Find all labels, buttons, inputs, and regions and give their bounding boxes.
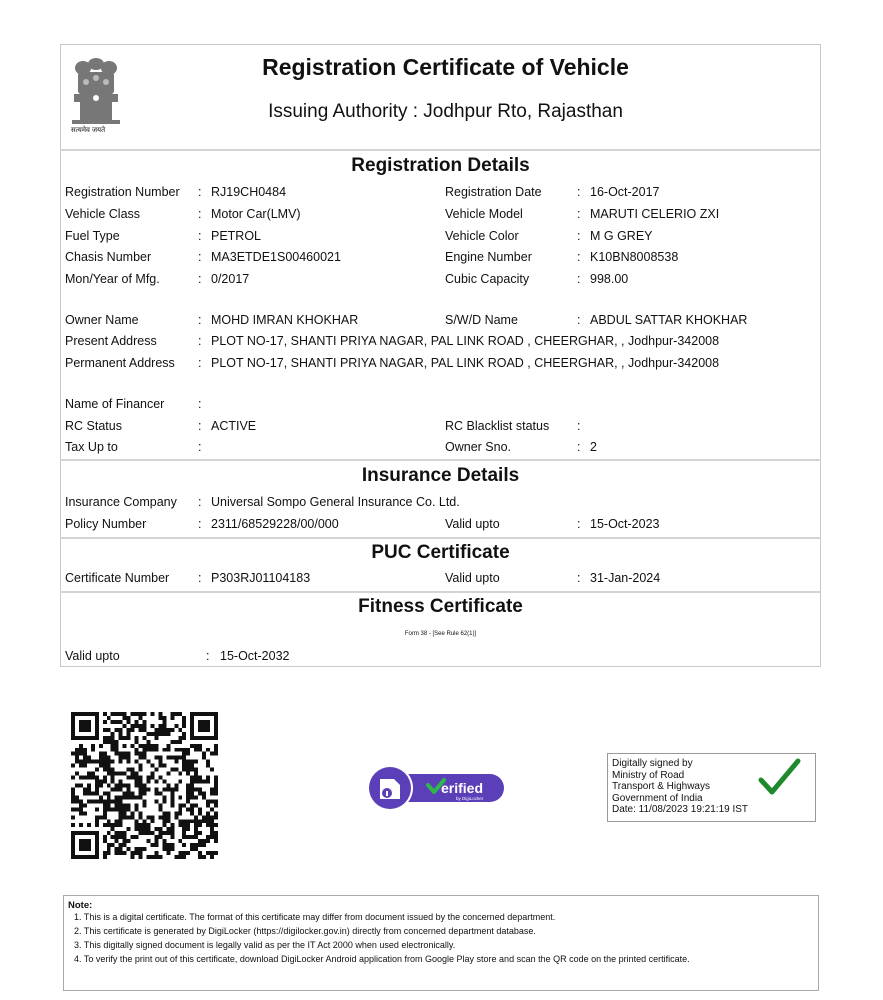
value-registration-number: RJ19CH0484 (211, 185, 287, 199)
form-reference: Form 38 - [See Rule 62(1)] (404, 631, 477, 637)
label-insurance-company: Insurance Company (65, 495, 177, 509)
section-title-insurance: Insurance Details (361, 465, 520, 486)
colon: : (198, 419, 202, 433)
label-rc-status: RC Status (65, 419, 122, 433)
checkmark-icon (757, 758, 801, 796)
label-vehicle-class: Vehicle Class (65, 207, 141, 221)
value-owner-sno: 2 (590, 440, 597, 454)
colon: : (198, 571, 202, 585)
label-tax-up-to: Tax Up to (65, 440, 118, 454)
label-cubic-capacity: Cubic Capacity (445, 272, 530, 286)
divider (60, 459, 821, 461)
verified-subtext: by DigiLocker (456, 796, 484, 801)
colon: : (198, 397, 202, 411)
value-engine-number: K10BN8008538 (590, 250, 679, 264)
value-vehicle-class: Motor Car(LMV) (211, 207, 301, 221)
verified-text: erified (441, 780, 484, 796)
value-insurance-company: Universal Sompo General Insurance Co. Ltd. (211, 495, 460, 509)
value-insurance-valid: 15-Oct-2023 (590, 517, 660, 531)
note-item: 1. This is a digital certificate. The format of this certificate may differ from document issued by the concerned department. (74, 912, 556, 922)
label-fuel-type: Fuel Type (65, 229, 120, 243)
label-registration-date: Registration Date (445, 185, 542, 199)
qr-code (70, 712, 219, 859)
colon: : (198, 440, 202, 454)
label-vehicle-model: Vehicle Model (445, 207, 523, 221)
colon: : (198, 495, 202, 509)
colon: : (577, 250, 581, 264)
label-registration-number: Registration Number (65, 185, 180, 199)
signature-line: Ministry of Road (612, 769, 685, 781)
signature-line: Transport & Highways (612, 781, 710, 793)
signature-line: Government of India (612, 792, 703, 804)
label-swd-name: S/W/D Name (445, 313, 518, 327)
colon: : (577, 207, 581, 221)
label-permanent-address: Permanent Address (65, 356, 175, 370)
section-title-puc: PUC Certificate (371, 542, 510, 563)
label-mfg-date: Mon/Year of Mfg. (65, 272, 160, 286)
colon: : (577, 440, 581, 454)
note-heading: Note: (68, 900, 93, 911)
label-engine-number: Engine Number (445, 250, 532, 264)
digital-signature-box (607, 753, 816, 822)
value-fitness-valid: 15-Oct-2032 (220, 649, 290, 663)
label-present-address: Present Address (65, 334, 157, 348)
divider (60, 537, 821, 539)
document-title: Registration Certificate of Vehicle (262, 54, 629, 80)
colon: : (577, 571, 581, 585)
label-policy-number: Policy Number (65, 517, 147, 531)
label-owner-sno: Owner Sno. (445, 440, 512, 454)
note-item: 4. To verify the print out of this certificate, download DigiLocker Android application from Google Play store and scan the QR code on the printed certificate. (74, 954, 690, 964)
value-fuel-type: PETROL (211, 229, 262, 243)
value-swd-name: ABDUL SATTAR KHOKHAR (590, 313, 748, 327)
colon: : (577, 229, 581, 243)
colon: : (198, 313, 202, 327)
value-policy-number: 2311/68529228/00/000 (211, 517, 339, 531)
colon: : (206, 649, 210, 663)
value-puc-valid: 31-Jan-2024 (590, 571, 661, 585)
value-owner-name: MOHD IMRAN KHOKHAR (211, 313, 359, 327)
value-vehicle-color: M G GREY (590, 229, 653, 243)
value-vehicle-model: MARUTI CELERIO ZXI (590, 207, 720, 221)
section-title-registration: Registration Details (351, 155, 530, 176)
colon: : (198, 250, 202, 264)
colon: : (577, 272, 581, 286)
colon: : (577, 313, 581, 327)
section-title-fitness: Fitness Certificate (358, 596, 523, 617)
value-mfg-date: 0/2017 (211, 272, 250, 286)
divider (60, 149, 821, 151)
colon: : (577, 185, 581, 199)
label-chasis-number: Chasis Number (65, 250, 152, 264)
colon: : (198, 207, 202, 221)
value-puc-certificate: P303RJ01104183 (211, 571, 311, 585)
value-rc-status: ACTIVE (211, 419, 257, 433)
colon: : (198, 334, 202, 348)
colon: : (198, 185, 202, 199)
divider (60, 591, 821, 593)
label-rc-blacklist: RC Blacklist status (445, 419, 550, 433)
value-registration-date: 16-Oct-2017 (590, 185, 660, 199)
value-cubic-capacity: 998.00 (590, 272, 629, 286)
note-item: 3. This digitally signed document is legally valid as per the IT Act 2000 when used electronically. (74, 940, 456, 950)
colon: : (198, 356, 202, 370)
label-vehicle-color: Vehicle Color (445, 229, 519, 243)
signature-line: Digitally signed by (612, 758, 693, 769)
note-item: 2. This certificate is generated by DigiLocker (https://digilocker.gov.in) directly from concerned department database. (74, 926, 536, 936)
colon: : (577, 517, 581, 531)
note-box (63, 895, 819, 991)
label-puc-certificate: Certificate Number (65, 571, 170, 585)
colon: : (198, 517, 202, 531)
value-present-address: PLOT NO-17, SHANTI PRIYA NAGAR, PAL LINK ROAD , CHEERGHAR, , Jodhpur-342008 (211, 334, 720, 348)
value-chasis-number: MA3ETDE1S00460021 (211, 250, 341, 264)
emblem-caption: सत्यमेव जयते (71, 127, 106, 134)
colon: : (198, 272, 202, 286)
label-financer: Name of Financer (65, 397, 165, 411)
label-puc-valid: Valid upto (445, 571, 500, 585)
signature-text (612, 758, 748, 816)
digilocker-verified-badge (366, 764, 506, 812)
issuing-authority: Issuing Authority : Jodhpur Rto, Rajasthan (268, 101, 623, 122)
label-insurance-valid: Valid upto (445, 517, 500, 531)
colon: : (198, 229, 202, 243)
signature-date: Date: 11/08/2023 19:21:19 IST (612, 804, 749, 816)
value-permanent-address: PLOT NO-17, SHANTI PRIYA NAGAR, PAL LINK ROAD , CHEERGHAR, , Jodhpur-342008 (211, 356, 720, 370)
label-owner-name: Owner Name (65, 313, 139, 327)
label-fitness-valid: Valid upto (65, 649, 120, 663)
colon: : (577, 419, 581, 433)
